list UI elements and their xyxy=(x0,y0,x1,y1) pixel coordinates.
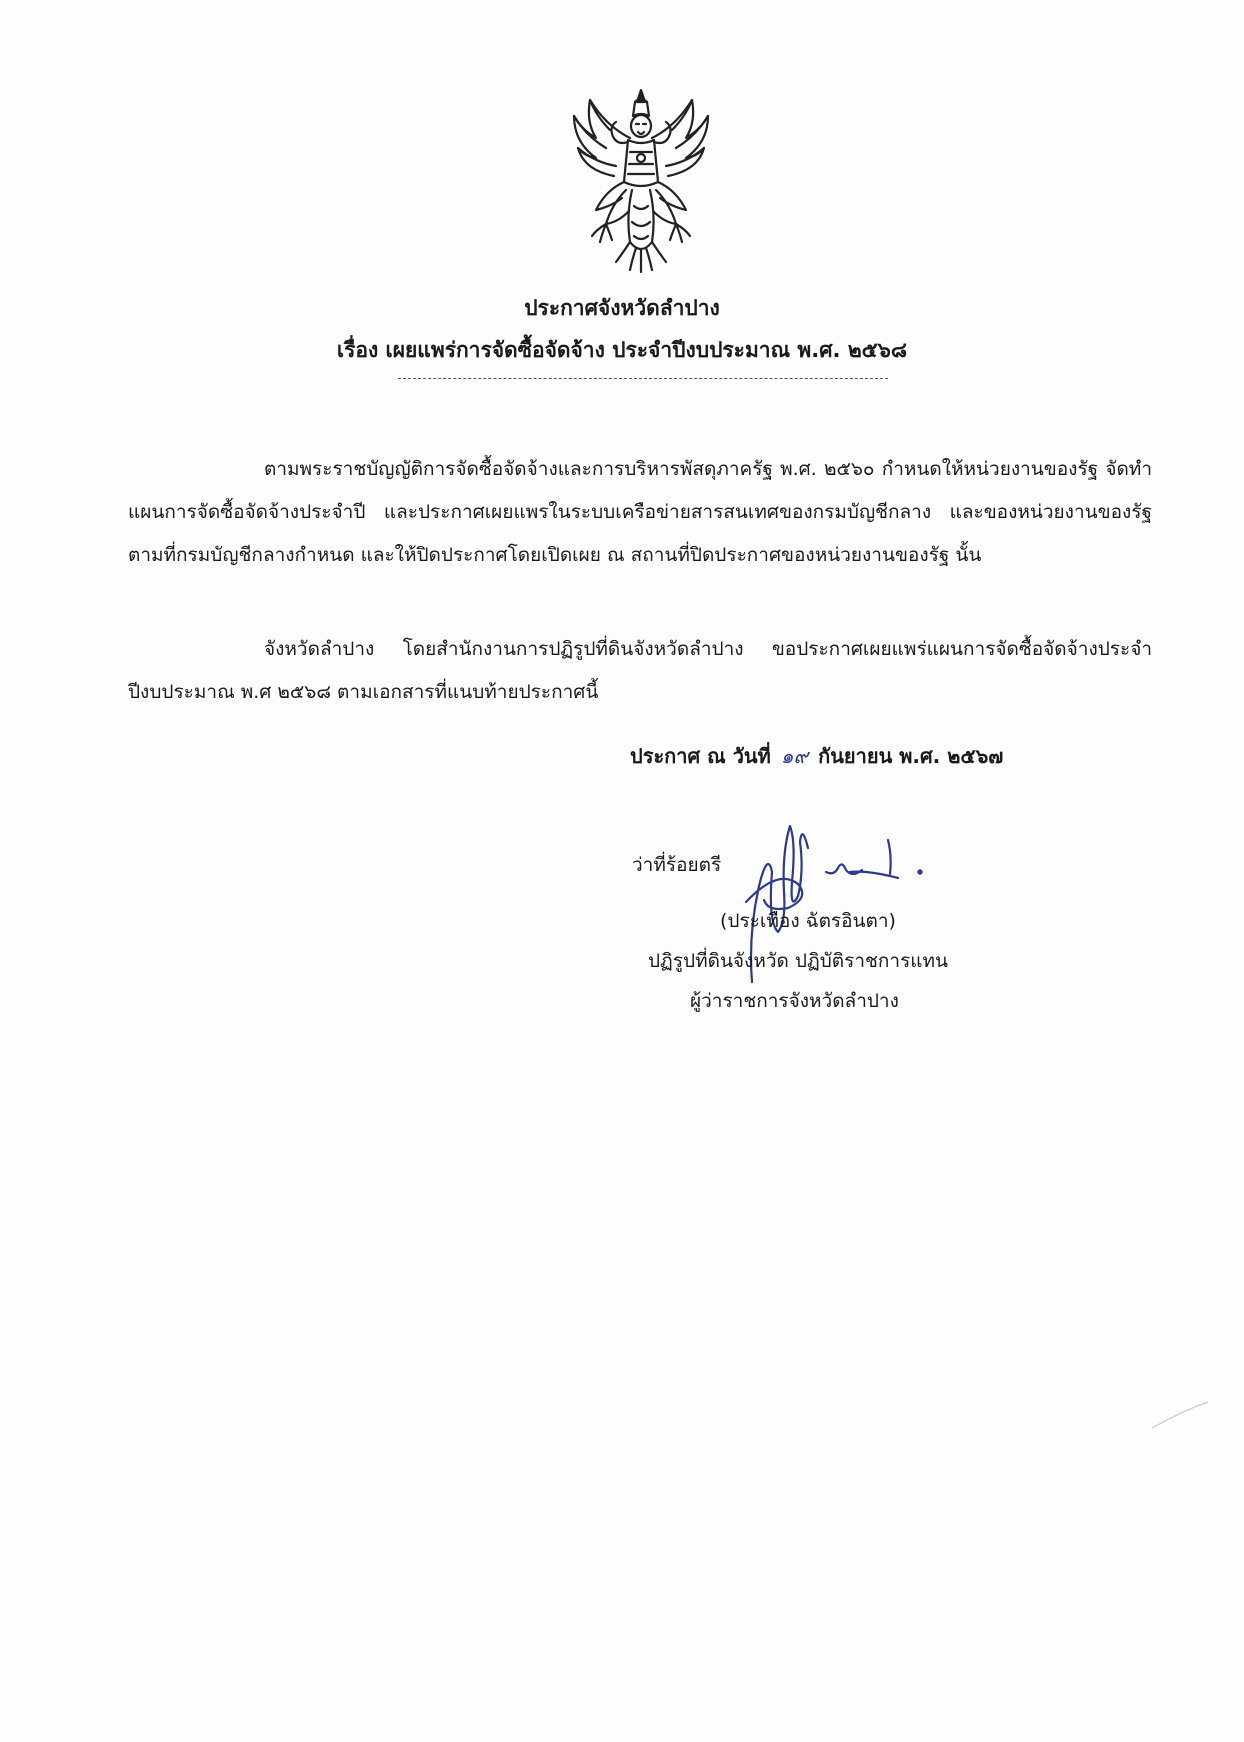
signatory-name: (ประเทือง ฉัตรอินตา) xyxy=(720,910,896,932)
date-suffix: กันยายน พ.ศ. ๒๕๖๗ xyxy=(818,744,1004,768)
body-paragraph-2-text: จังหวัดลำปาง โดยสำนักงานการปฏิรูปที่ดินจังหวัดลำปาง ขอประกาศเผยแพร่แผนการจัดซื้อจัดจ้างประจำปีงบประมาณ พ.ศ ๒๕๖๘ ตามเอกสารที่แนบท้ายประกาศนี้ xyxy=(128,638,1152,703)
date-prefix: ประกาศ ณ วันที่ xyxy=(630,744,771,768)
body-paragraph-1 xyxy=(128,448,1152,577)
signatory-position-2: ผู้ว่าราชการจังหวัดลำปาง xyxy=(690,990,899,1012)
body-paragraph-2 xyxy=(128,628,1152,714)
signatory-position-1: ปฏิรูปที่ดินจังหวัด ปฏิบัติราชการแทน xyxy=(648,950,949,972)
body-paragraph-1-text: ตามพระราชบัญญัติการจัดซื้อจัดจ้างและการบริหารพัสดุภาครัฐ พ.ศ. ๒๕๖๐ กำหนดให้หน่วยงานของรัฐ จัดทำแผนการจัดซื้อจัดจ้างประจำปี และประกาศเผยแพรในระบบเครือข่ายสารสนเทศของกรมบัญชีกลาง และของหน่วยงานของรัฐตามที่กรมบัญชีกลางกำหนด และให้ปิดประกาศโดยเปิดเผย ณ สถานที่ปิดประกาศของหน่วยงานของรัฐ นั้น xyxy=(128,458,1152,566)
announcement-title: ประกาศจังหวัดลำปาง xyxy=(524,296,720,320)
announcement-date xyxy=(630,740,1003,772)
title-divider xyxy=(398,378,888,379)
date-day: ๑๙ xyxy=(780,744,809,768)
paper-scratch-mark xyxy=(1150,1400,1210,1430)
signatory-rank: ว่าที่ร้อยตรี xyxy=(632,854,722,876)
garuda-emblem-icon xyxy=(566,86,716,276)
announcement-subject: เรื่อง เผยแพร่การจัดซื้อจัดจ้าง ประจำปีงบประมาณ พ.ศ. ๒๕๖๘ xyxy=(336,338,908,362)
